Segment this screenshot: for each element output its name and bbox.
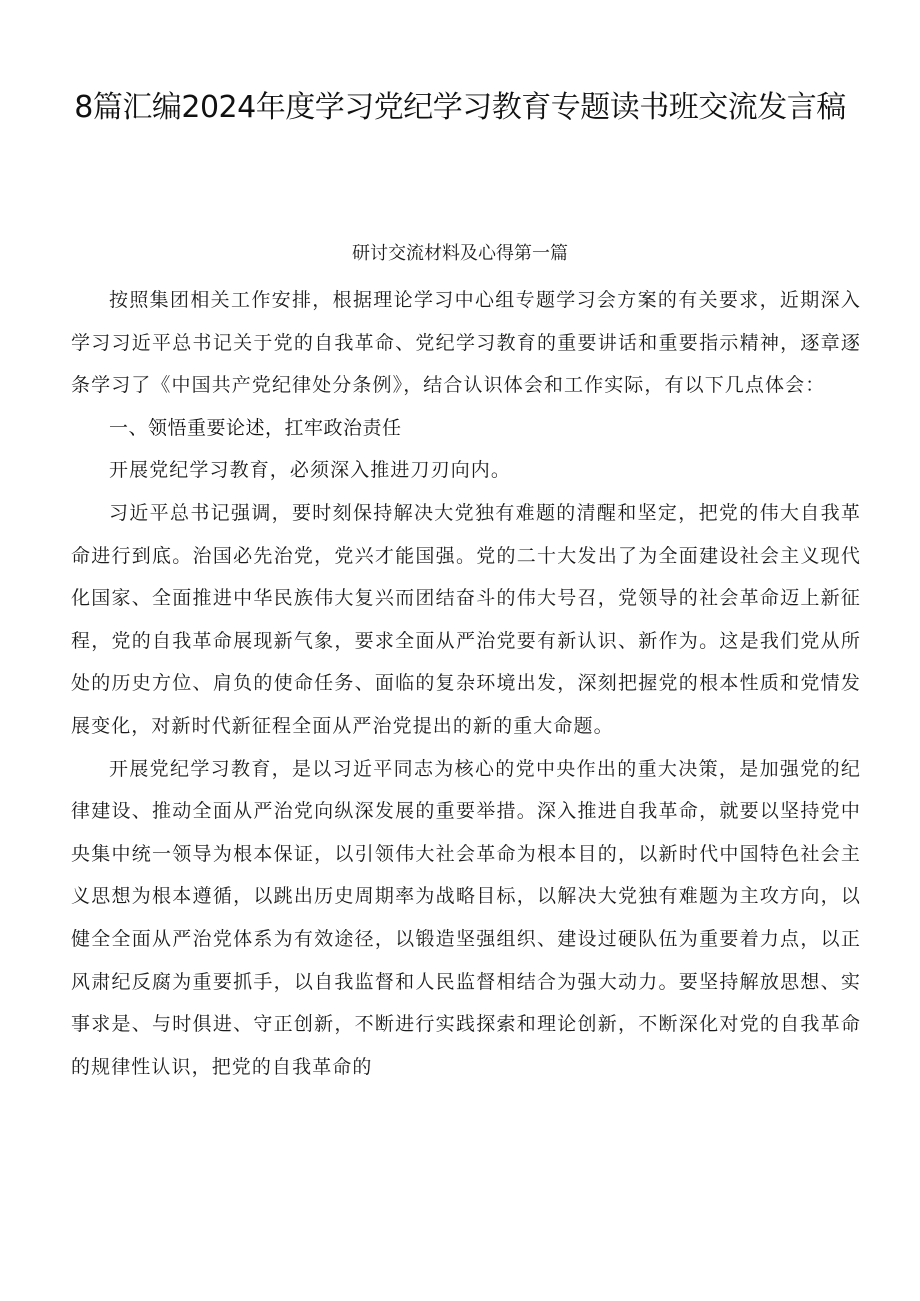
document-title: 8篇汇编2024年度学习党纪学习教育专题读书班交流发言稿: [74, 90, 846, 125]
paragraph: 开展党纪学习教育，是以习近平同志为核心的党中央作出的重大决策，是加强党的纪律建设、推动全面从严治党向纵深发展的重要举措。深入推进自我革命，就要以坚持党中央集中统一领导为根本保证，以引领伟大社会革命为根本目的，以新时代中国特色社会主义思想为根本遵循，以跳出历史周期率为战略目标，以解决大党独有难题为主攻方向，以健全全面从严治党体系为有效途径，以锻造坚强组织、建设过硬队伍为重要着力点，以正风肃纪反腐为重要抓手，以自我监督和人民监督相结合为强大动力。要坚持解放思想、实事求是、与时俱进、守正创新，不断进行实践探索和理论创新，不断深化对党的自我革命的规律性认识，把党的自我革命的: [71, 757, 861, 1078]
paragraph-intro: 按照集团相关工作安排，根据理论学习中心组专题学习会方案的有关要求，近期深入学习习近平总书记关于党的自我革命、党纪学习教育的重要讲话和重要指示精神，逐章逐条学习了《中国共产党纪律处分条例》，结合认识体会和工作实际，有以下几点体会：: [71, 289, 861, 397]
document-subtitle: 研讨交流材料及心得第一篇: [352, 243, 568, 264]
paragraph: 开展党纪学习教育，必须深入推进刀刃向内。: [109, 459, 512, 482]
paragraph: 习近平总书记强调，要时刻保持解决大党独有难题的清醒和坚定，把党的伟大自我革命进行到底。治国必先治党，党兴才能国强。党的二十大发出了为全面建设社会主义现代化国家、全面推进中华民族伟大复兴而团结奋斗的伟大号召，党领导的社会革命迈上新征程，党的自我革命展现新气象，要求全面从严治党要有新认识、新作为。这是我们党从所处的历史方位、肩负的使命任务、面临的复杂环境出发，深刻把握党的根本性质和党情发展变化，对新时代新征程全面从严治党提出的新的重大命题。: [71, 501, 861, 737]
section-heading: 一、领悟重要论述，扛牢政治责任: [109, 416, 402, 439]
document-body: [71, 279, 861, 1088]
